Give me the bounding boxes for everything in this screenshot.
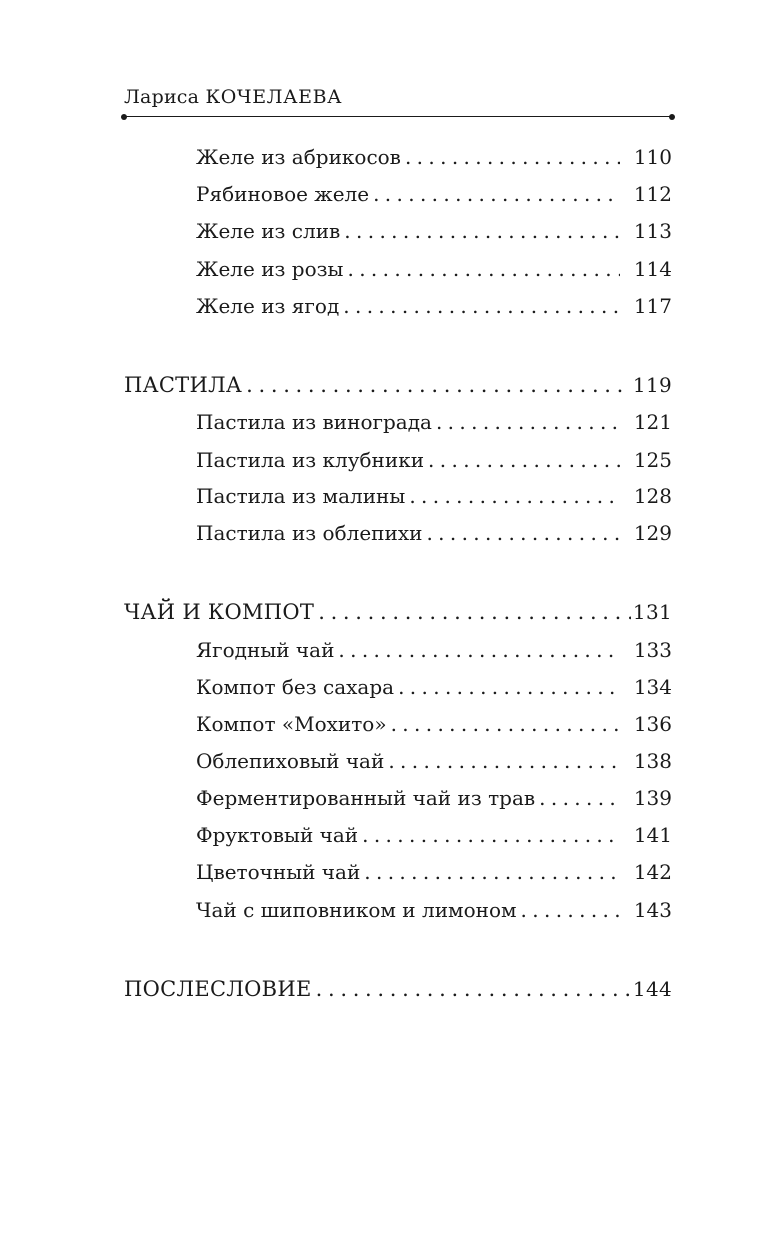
toc-entry[interactable] (196, 180, 624, 208)
leader-dots (347, 255, 620, 283)
toc-section-afterword[interactable] (124, 975, 672, 1003)
toc-entry[interactable] (196, 858, 624, 886)
toc-entry-page: 136 (633, 712, 672, 736)
toc-entry-page: 114 (633, 257, 672, 281)
toc-entry-title: Желе из ягод (196, 294, 340, 318)
toc-entry[interactable] (196, 255, 624, 283)
toc-entry[interactable] (196, 519, 624, 547)
toc-entry[interactable] (196, 143, 624, 171)
toc-section-pastila[interactable] (124, 371, 672, 399)
toc-section-title: ЧАЙ И КОМПОТ (124, 600, 315, 624)
leader-dots (426, 519, 620, 547)
leader-dots (398, 673, 620, 701)
toc-entry-title: Рябиновое желе (196, 182, 370, 206)
toc-entry-page: 142 (633, 860, 672, 884)
running-header (124, 86, 342, 108)
toc-section-tea[interactable] (124, 598, 672, 626)
toc-entry-title: Пастила из клубники (196, 448, 425, 472)
toc-entry-page: 139 (633, 786, 672, 810)
leader-dots (428, 446, 620, 474)
leader-dots (343, 292, 620, 320)
toc-entry-title: Облепиховый чай (196, 749, 385, 773)
toc-entry-title: Пастила из винограда (196, 410, 432, 434)
toc-entry-page: 121 (633, 410, 672, 434)
leader-dots (391, 710, 620, 738)
toc-entry-page: 138 (633, 749, 672, 773)
toc-section-page: 144 (632, 977, 672, 1001)
leader-dots (409, 482, 620, 510)
leader-dots (521, 896, 620, 924)
toc-entry-page: 117 (633, 294, 672, 318)
toc-entry-page: 110 (633, 145, 672, 169)
toc-entry-title: Ферментированный чай из трав (196, 786, 536, 810)
leader-dots (364, 858, 620, 886)
toc-entry-title: Ягодный чай (196, 638, 335, 662)
leader-dots (318, 598, 631, 626)
toc-entry-title: Компот «Мохито» (196, 712, 387, 736)
toc-entry-page: 134 (633, 675, 672, 699)
leader-dots (338, 636, 620, 664)
toc-entry-page: 113 (633, 219, 672, 243)
leader-dots (362, 821, 620, 849)
leader-dots (246, 371, 631, 399)
toc-section-title: ПАСТИЛА (124, 373, 243, 397)
toc-entry-page: 133 (633, 638, 672, 662)
toc-entry-page: 141 (633, 823, 672, 847)
author-last-name: КОЧЕЛАЕВА (205, 86, 343, 108)
leader-dots (316, 975, 631, 1003)
toc-entry[interactable] (196, 217, 624, 245)
leader-dots (436, 408, 620, 436)
toc-entry[interactable] (196, 482, 624, 510)
toc-entry-page: 128 (633, 484, 672, 508)
toc-entry[interactable] (196, 292, 624, 320)
toc-entry[interactable] (196, 747, 624, 775)
toc-entry-title: Желе из слив (196, 219, 341, 243)
toc-section-page: 131 (632, 600, 672, 624)
toc-entry[interactable] (196, 446, 624, 474)
header-rule (124, 116, 672, 117)
toc-entry-title: Пастила из малины (196, 484, 406, 508)
toc-entry[interactable] (196, 784, 624, 812)
toc-entry-page: 112 (633, 182, 672, 206)
toc-entry-title: Компот без сахара (196, 675, 395, 699)
toc-entry[interactable] (196, 408, 624, 436)
toc-entry-title: Чай с шиповником и лимоном (196, 898, 517, 922)
toc-entry-title: Пастила из облепихи (196, 521, 423, 545)
toc-entry[interactable] (196, 636, 624, 664)
leader-dots (344, 217, 620, 245)
toc-entry-title: Цветочный чай (196, 860, 361, 884)
toc-section-title: ПОСЛЕСЛОВИЕ (124, 977, 312, 1001)
leader-dots (539, 784, 620, 812)
leader-dots (373, 180, 620, 208)
leader-dots (388, 747, 620, 775)
toc-entry[interactable] (196, 821, 624, 849)
toc-entry-title: Желе из розы (196, 257, 344, 281)
toc-entry[interactable] (196, 673, 624, 701)
toc-entry-page: 143 (633, 898, 672, 922)
author-first-name: Лариса (124, 86, 200, 108)
toc-entry-title: Фруктовый чай (196, 823, 359, 847)
toc-section-page: 119 (632, 373, 672, 397)
toc-entry-page: 129 (633, 521, 672, 545)
toc-entry-page: 125 (633, 448, 672, 472)
toc-entry[interactable] (196, 896, 624, 924)
toc-entry[interactable] (196, 710, 624, 738)
leader-dots (405, 143, 620, 171)
toc-entry-title: Желе из абрикосов (196, 145, 401, 169)
